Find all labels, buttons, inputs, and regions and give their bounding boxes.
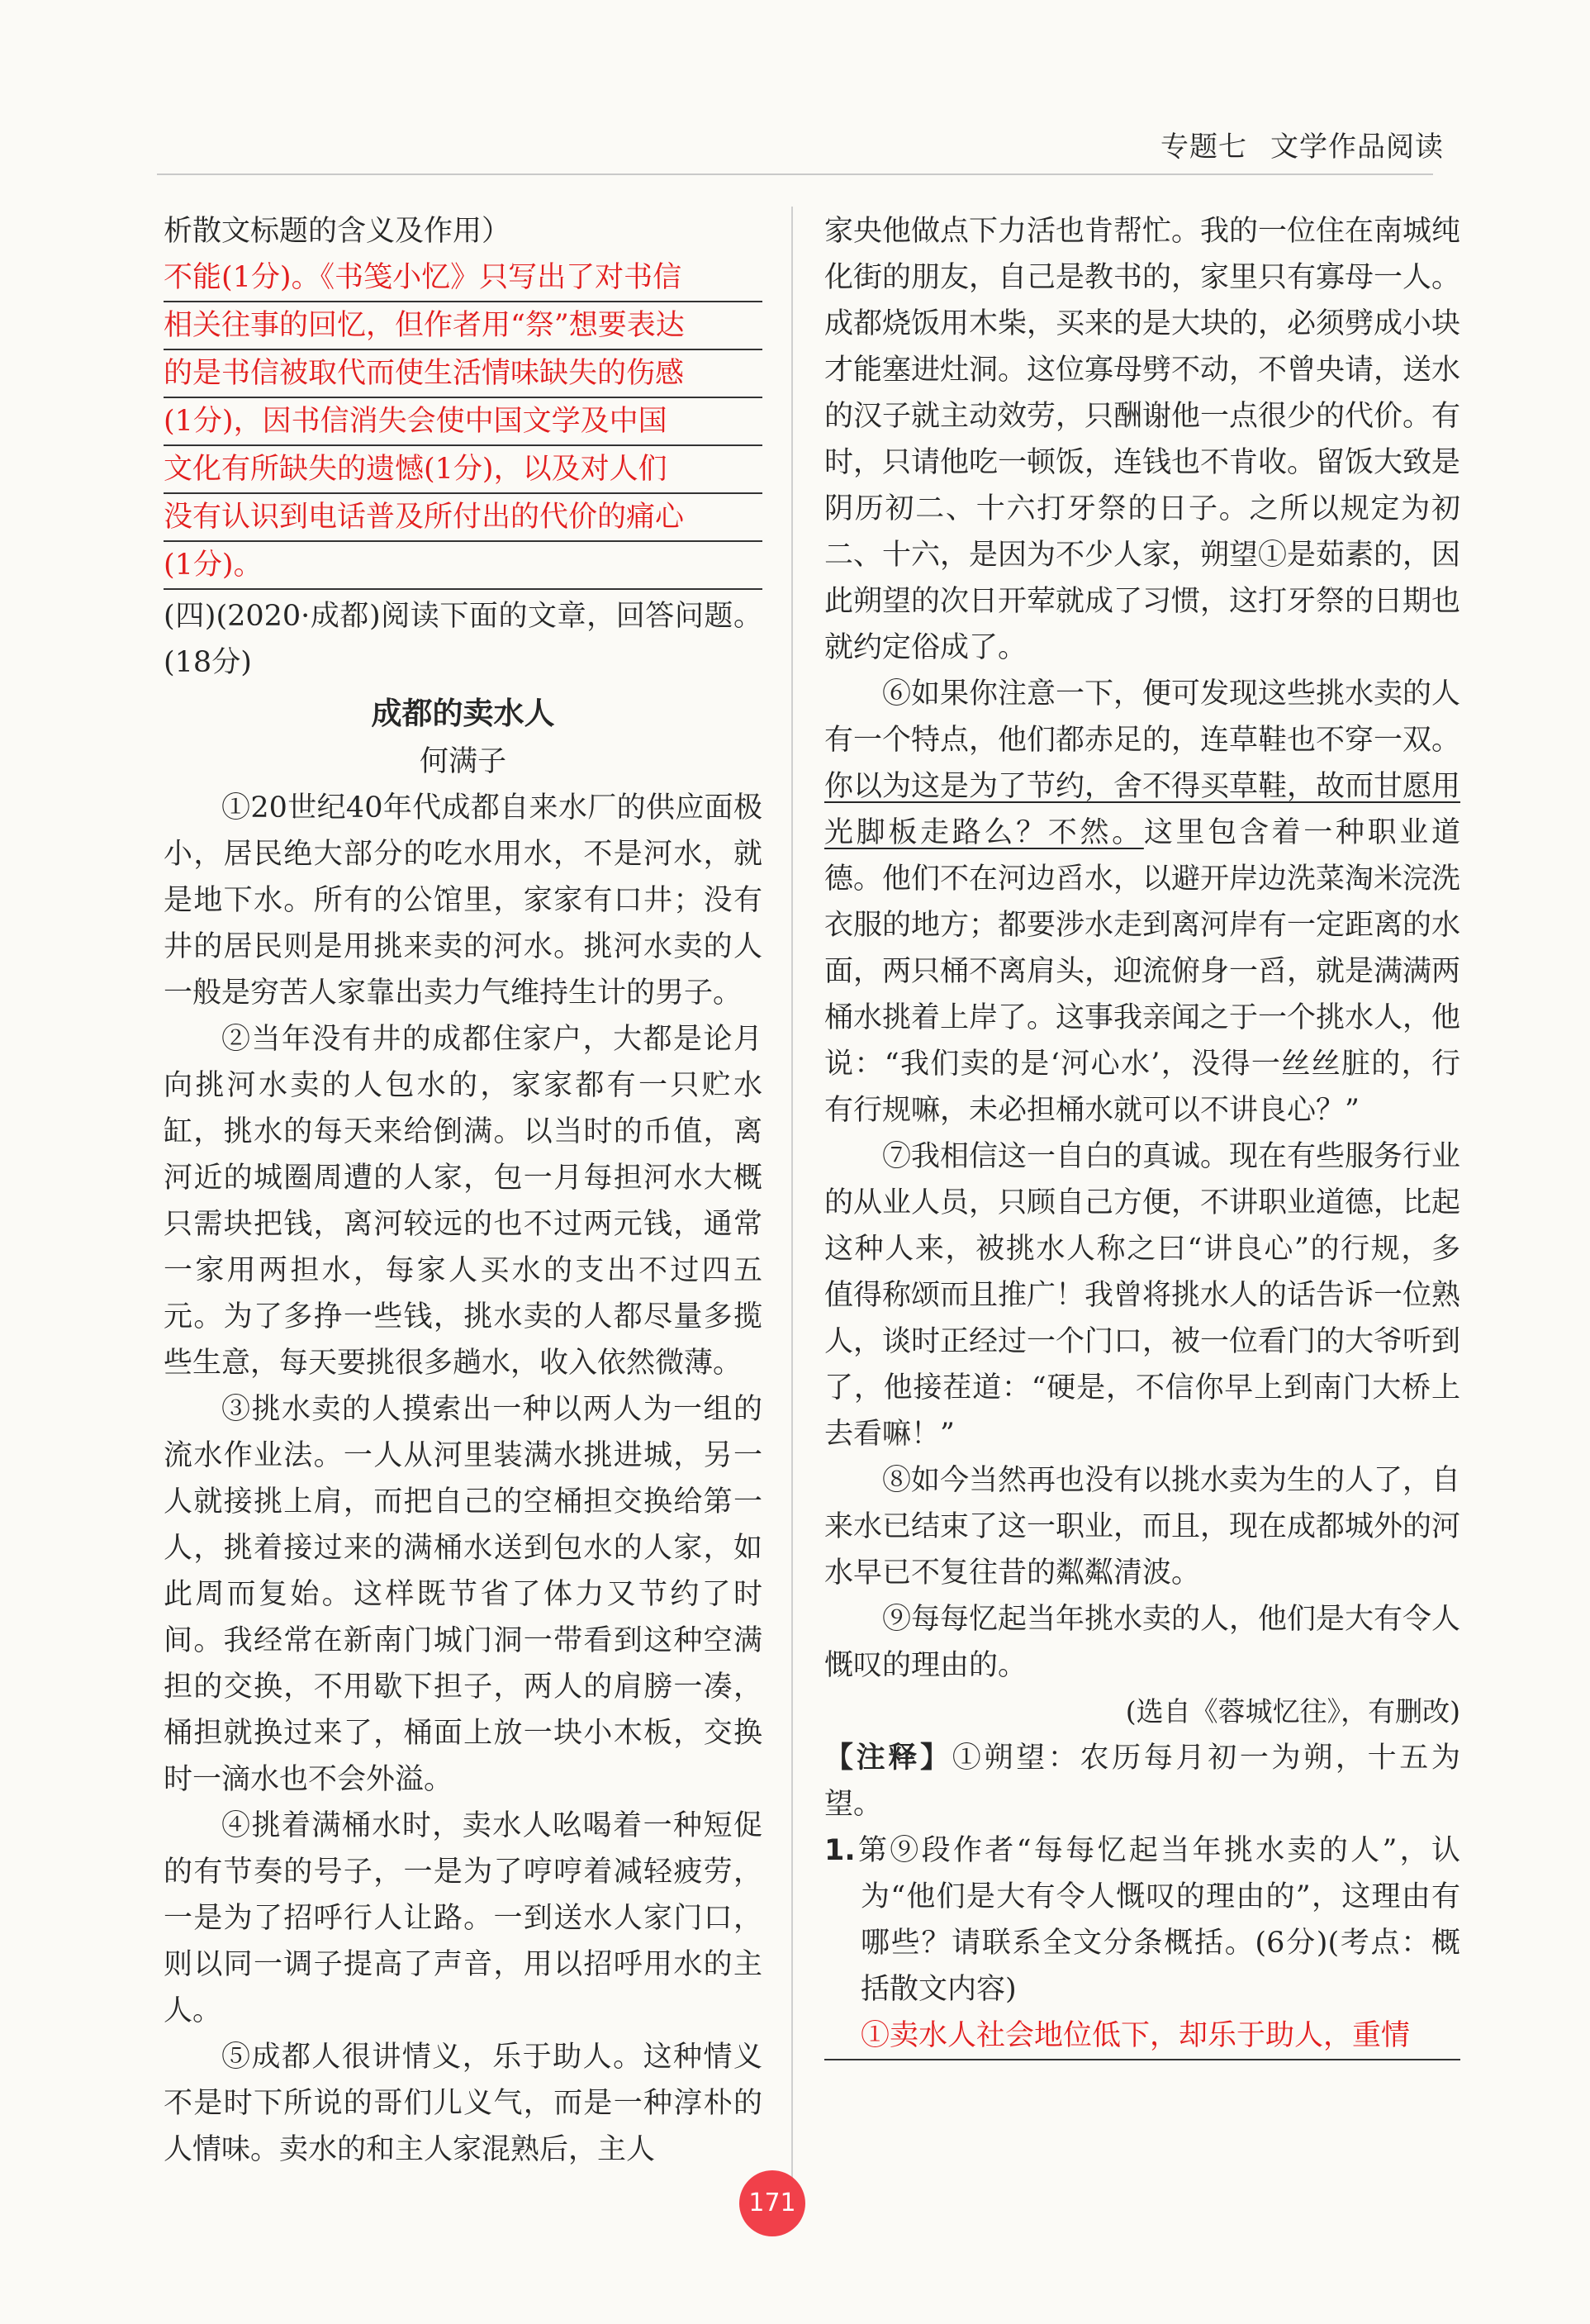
paragraph-2: ②当年没有井的成都住家户，大都是论月向挑河水卖的人包水的，家家都有一只贮水缸，挑水的每天来给倒满。以当时的币值，离河近的城圈周遭的人家，包一月每担河水大概只需块把钱，离河较远的也不过两元钱，通常一家用两担水，每家人买水的支出不过四五元。为了多挣一些钱，挑水卖的人都尽量多揽些生意，每天要挑很多趟水，收入依然微薄。: [164, 1023, 762, 1380]
page-header: [1160, 124, 1467, 164]
article-title: 成都的卖水人: [371, 696, 555, 731]
paragraph-6-end: 这里包含着一种职业道德。他们不在河边舀水，以避开岸边洗菜淘米浣洗衣服的地方；都要涉水走到离河岸有一定距离的水面，两只桶不离肩头，迎流俯身一舀，就是满满两桶水挑着上岸了。这事我亲闻之于一个挑水人，他说：“我们卖的是‘河心水’，没得一丝丝脏的，行有行规嘛，未必担桶水就可以不讲良心？”: [824, 816, 1461, 1127]
prev-answer-line: 文化有所缺失的遗憾(1分)，以及对人们: [164, 446, 762, 494]
footnote-text: ①朔望：农历每月初一为朔，十五为望。: [824, 1742, 1460, 1821]
prev-answer-line: 的是书信被取代而使生活情味缺失的伤感: [164, 350, 762, 398]
paragraph-8: ⑧如今当然再也没有以挑水卖为生的人了，自来水已结束了这一职业，而且，现在成都城外的河水早已不复往昔的粼粼清波。: [824, 1464, 1461, 1590]
paragraph-4: ④挑着满桶水时，卖水人吆喝着一种短促的有节奏的号子，一是为了哼哼着减轻疲劳，一是为了招呼行人让路。一到送水人家门口，则以同一调子提高了声音，用以招呼用水的主人。: [164, 1809, 762, 2027]
paragraph-6: [824, 671, 1460, 1133]
prev-answer-line: (1分)。: [164, 549, 263, 582]
paragraph-1: ①20世纪40年代成都自来水厂的供应面极小，居民绝大部分的吃水用水，不是河水，就是地下水。所有的公馆里，家家有口井；没有井的居民则是用挑来卖的河水。挑河水卖的人一般是穷苦人家靠出卖力气维持生计的男子。: [164, 791, 762, 1010]
footnote-label: 【注释】: [824, 1742, 952, 1775]
question-1-answer: ①卖水人社会地位低下，却乐于助人，重情: [824, 2013, 1460, 2060]
question-1: [824, 1827, 1460, 2013]
article-source: (选自《蓉城忆往》，有删改): [1125, 1695, 1460, 1728]
header-title: 文学作品阅读: [1270, 131, 1444, 164]
section-intro: (四)(2020·成都)阅读下面的文章，回答问题。(18分): [164, 600, 762, 679]
prev-answer-line: 没有认识到电话普及所付出的代价的痛心: [164, 494, 762, 542]
paragraph-3: ③挑水卖的人摸索出一种以两人为一组的流水作业法。一人从河里装满水挑进城，另一人就接挑上肩，而把自己的空桶担交换给第一人，挑着接过来的满桶水送到包水的人家，如此周而复始。这样既节省了体力又节约了时间。我经常在新南门城门洞一带看到这种空满担的交换，不用歇下担子，两人的肩膀一凑，桶担就换过来了，桶面上放一块小木板，交换时一滴水也不会外溢。: [164, 1393, 762, 1796]
prev-answer-line: (1分)，因书信消失会使中国文学及中国: [164, 398, 762, 446]
header-rule: [157, 173, 1433, 175]
paragraph-7: ⑦我相信这一自白的真诚。现在有些服务行业的从业人员，只顾自己方便，不讲职业道德，比起这种人来，被挑水人称之曰“讲良心”的行规，多值得称颂而且推广！我曾将挑水人的话告诉一位熟人，谈时正经过一个门口，被一位看门的大爷听到了，他接茬道：“硬是，不信你早上到南门大桥上去看嘛！”: [824, 1140, 1461, 1451]
paragraph-6-start: ⑥如果你注意一下，便可发现这些挑水卖的人有一个特点，他们都赤足的，连草鞋也不穿一双。: [824, 677, 1461, 757]
question-1-number: 1.: [824, 1834, 856, 1867]
left-column: [164, 208, 762, 2173]
underlined-sentence: 你以为这是为了节约，舍不得买草鞋，故而甘愿用光脚板走路么？不然。: [824, 770, 1461, 849]
page-number: 171: [739, 2170, 805, 2236]
column-divider: [791, 207, 793, 2206]
paragraph-9: ⑨每每忆起当年挑水卖的人，他们是大有令人慨叹的理由的。: [824, 1603, 1461, 1682]
right-column: [824, 208, 1460, 2060]
article-author: 何满子: [419, 745, 506, 778]
prev-answer-line: 不能(1分)。《书笺小忆》只写出了对书信: [164, 254, 762, 302]
footnote: [824, 1735, 1460, 1827]
prev-answer-line: 相关往事的回忆，但作者用“祭”想要表达: [164, 302, 762, 350]
header-section: 专题七: [1160, 131, 1247, 164]
question-1-text: 第⑨段作者“每每忆起当年挑水卖的人”，认为“他们是大有令人慨叹的理由的”，这理由有哪些？请联系全文分条概括。(6分)(考点：概括散文内容): [855, 1834, 1460, 2006]
paragraph-5: ⑤成都人很讲情义，乐于助人。这种情义不是时下所说的哥们儿义气，而是一种淳朴的人情味。卖水的和主人家混熟后，主人: [164, 2041, 762, 2166]
paragraph-5-continued: 家央他做点下力活也肯帮忙。我的一位住在南城纯化街的朋友，自己是教书的，家里只有寡母一人。成都烧饭用木柴，买来的是大块的，必须劈成小块才能塞进灶洞。这位寡母劈不动，不曾央请，送水的汉子就主动效劳，只酬谢他一点很少的代价。有时，只请他吃一顿饭，连钱也不肯收。留饭大致是阴历初二、十六打牙祭的日子。之所以规定为初二、十六，是因为不少人家，朔望①是茹素的，因此朔望的次日开荤就成了习惯，这打牙祭的日期也就约定俗成了。: [824, 215, 1461, 664]
prev-question-tail: 析散文标题的含义及作用）: [164, 215, 511, 248]
prev-answer: [164, 254, 762, 590]
